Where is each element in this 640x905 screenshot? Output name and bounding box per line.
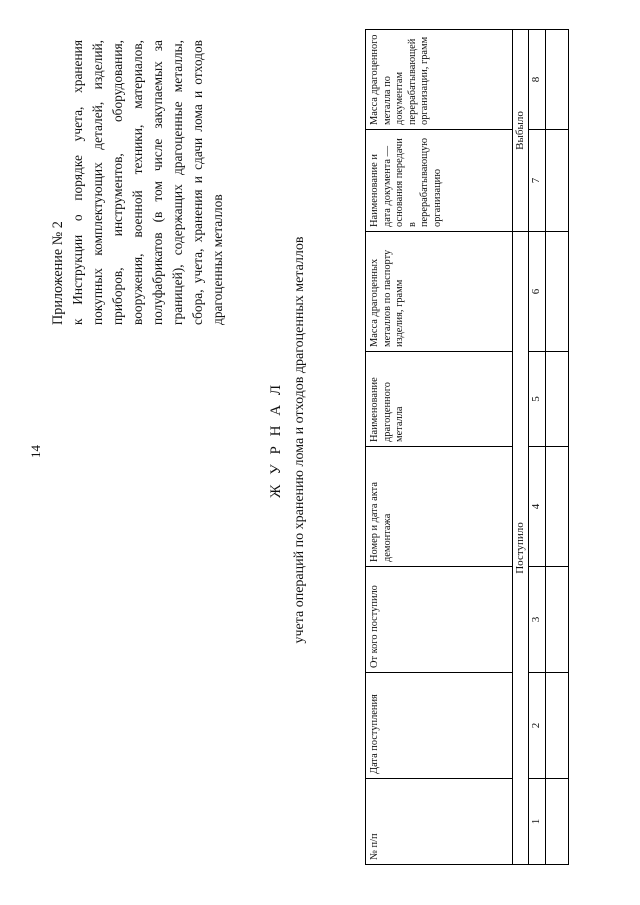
column-number: 2 — [528, 673, 545, 779]
appendix-text: к Инструкции о порядке учета, хранения покупных комплектующих деталей, изделий, приборов, инструментов, оборудования, вооружения, военной техники, материалов, полуфабрикатов (в том числе закупаемых за границей), содержащих драгоценные металлы, сбора, учета, хранения и сдачи лома и отходов драгоценных металлов — [70, 40, 225, 325]
table-header-row — [366, 30, 513, 865]
table-cell — [545, 673, 568, 779]
table-row — [545, 30, 568, 865]
table-cell — [545, 567, 568, 673]
header-cell: Дата поступления — [366, 673, 513, 779]
table-group-row — [513, 30, 529, 865]
column-number: 6 — [528, 232, 545, 352]
header-cell: Наименование драгоценного металла — [366, 352, 513, 447]
header-cell: Наименование и дата документа — основания передачи в перерабатывающую организацию — [366, 130, 513, 232]
journal-subtitle: учета операций по хранению лома и отходов драгоценных металлов — [292, 236, 307, 644]
table-cell — [545, 779, 568, 865]
table-cell — [545, 447, 568, 567]
column-number: 7 — [528, 130, 545, 232]
journal-title: Ж У Р Н А Л — [268, 382, 284, 498]
table-cell — [545, 352, 568, 447]
table-cell — [545, 130, 568, 232]
journal-table — [365, 29, 569, 865]
header-cell: От кого поступило — [366, 567, 513, 673]
header-cell: Масса драгоценного металла по документам перерабатывающей организации, грамм — [366, 30, 513, 130]
page-number: 14 — [28, 445, 43, 458]
column-number: 8 — [528, 30, 545, 130]
column-number: 3 — [528, 567, 545, 673]
column-number: 4 — [528, 447, 545, 567]
table-cell — [545, 30, 568, 130]
header-cell: Номер и дата акта демонтажа — [366, 447, 513, 567]
appendix-block — [48, 40, 228, 325]
appendix-title: Приложение № 2 — [50, 221, 66, 325]
header-cell: Масса драгоценных металлов по паспорту изделия, грамм — [366, 232, 513, 352]
group-received: Поступило — [513, 232, 529, 865]
column-number: 1 — [528, 779, 545, 865]
header-cell: № п/п — [366, 779, 513, 865]
group-issued: Выбыло — [513, 30, 529, 232]
table-number-row — [528, 30, 545, 865]
column-number: 5 — [528, 352, 545, 447]
table-cell — [545, 232, 568, 352]
